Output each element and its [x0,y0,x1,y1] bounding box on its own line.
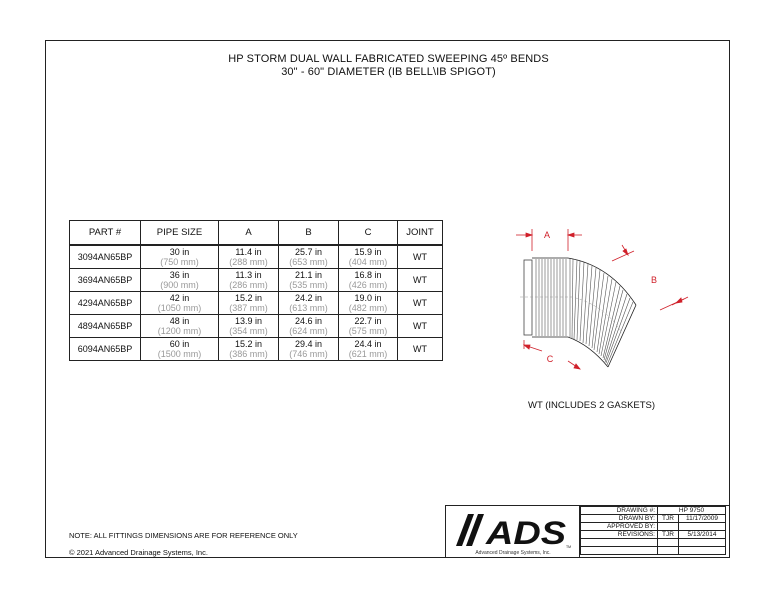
tb-row-approved [581,523,726,531]
header-part: PART # [70,221,141,246]
drawing-number-value: HP 9750 [658,507,726,515]
size-mm: (900 mm) [160,280,199,290]
c-cell [339,315,398,338]
drawn-date: 11/17/2009 [679,515,726,523]
b-cell [279,315,339,338]
tb-row-drawing [581,507,726,515]
pipe-body [524,258,568,337]
pipe-size-cell [141,338,219,361]
c-in: 16.8 in [354,270,382,280]
size-mm: (1200 mm) [157,326,202,336]
b-in: 21.1 in [294,270,323,280]
c-cell [339,292,398,315]
table-header-row [70,221,443,246]
table-row [70,292,443,315]
drawing-subtitle: 30" - 60" DIAMETER (IB BELL\IB SPIGOT) [281,66,496,78]
tb-row-revisions [581,531,726,539]
part-number: 4894AN65BP [70,315,141,338]
header-b: B [279,221,339,246]
a-mm: (386 mm) [229,349,268,359]
drawn-by-label: DRAWN BY: [581,515,658,523]
b-mm: (653 mm) [289,257,328,267]
drawing-number-label: DRAWING #: [581,507,658,515]
logo-tm: TM [566,545,572,549]
b-cell [279,269,339,292]
c-mm: (575 mm) [348,326,388,336]
joint-cell: WT [398,269,443,292]
a-in: 15.2 in [234,293,263,303]
copyright: © 2021 Advanced Drainage Systems, Inc. [69,548,208,557]
blank-cell [581,539,658,547]
blank-cell [658,547,679,555]
b-in: 24.6 in [294,316,323,326]
blank-cell [581,547,658,555]
size-in: 42 in [169,293,190,303]
revision-date: 5/13/2014 [679,531,726,539]
ads-logo-mark [446,506,580,552]
c-mm: (482 mm) [348,303,388,313]
a-mm: (387 mm) [229,303,268,313]
b-cell [279,338,339,361]
a-in: 13.9 in [234,316,263,326]
b-in: 29.4 in [294,339,323,349]
pipe-size-cell [141,315,219,338]
table-row [70,269,443,292]
dimensions-table [69,220,443,361]
c-mm: (404 mm) [348,257,388,267]
size-in: 36 in [169,270,190,280]
joint-cell: WT [398,315,443,338]
b-in: 25.7 in [294,247,323,257]
c-in: 19.0 in [354,293,382,303]
c-cell [339,269,398,292]
joint-cell: WT [398,338,443,361]
approved-by-label: APPROVED BY: [581,523,658,531]
blank-cell [679,539,726,547]
tb-row-drawn [581,515,726,523]
a-in: 11.3 in [235,270,262,280]
table-row [70,338,443,361]
b-mm: (613 mm) [289,303,328,313]
c-in: 22.7 in [354,316,382,326]
b-cell [279,292,339,315]
size-mm: (1050 mm) [157,303,202,313]
a-cell [219,315,279,338]
header-pipe-size: PIPE SIZE [141,221,219,246]
corrugations-bend [570,258,633,365]
c-cell [339,338,398,361]
part-number: 3094AN65BP [70,245,141,269]
c-cell [339,245,398,269]
part-number: 4294AN65BP [70,292,141,315]
drawn-by-value: TJR [658,515,679,523]
b-cell [279,245,339,269]
bend-drawing [510,215,700,380]
revision-by: TJR [658,531,679,539]
part-number: 3694AN65BP [70,269,141,292]
approved-by-value [658,523,679,531]
logo-brand: ADS [484,515,567,551]
revisions-label: REVISIONS: [581,531,658,539]
tb-row-blank-2 [581,547,726,555]
b-mm: (624 mm) [289,326,328,336]
a-mm: (354 mm) [229,326,268,336]
drawing-title: HP STORM DUAL WALL FABRICATED SWEEPING 45º BENDS [228,53,549,65]
a-cell [219,269,279,292]
table-row [70,315,443,338]
b-in: 24.2 in [294,293,323,303]
joint-cell: WT [398,292,443,315]
label-c: C [546,354,554,364]
label-a: A [543,230,551,240]
blank-cell [679,547,726,555]
a-mm: (288 mm) [229,257,268,267]
a-cell [219,292,279,315]
header-c: C [339,221,398,246]
a-in: 15.2 in [234,339,263,349]
size-in: 48 in [169,316,190,326]
c-in: 24.4 in [354,339,382,349]
title-block [445,505,730,558]
a-in: 11.4 in [235,247,262,257]
a-mm: (286 mm) [229,280,268,290]
logo-tagline: Advanced Drainage Systems, Inc. [475,550,551,556]
ads-logo [446,506,580,558]
blank-cell [658,539,679,547]
c-mm: (621 mm) [348,349,388,359]
b-mm: (746 mm) [289,349,328,359]
header-a: A [219,221,279,246]
joint-cell: WT [398,245,443,269]
joint-caption: WT (INCLUDES 2 GASKETS) [528,400,656,411]
corrugations-straight [536,259,566,336]
a-cell [219,338,279,361]
b-mm: (535 mm) [289,280,328,290]
pipe-size-cell [141,269,219,292]
tb-row-blank-1 [581,539,726,547]
c-mm: (426 mm) [348,280,388,290]
approved-date [679,523,726,531]
part-number: 6094AN65BP [70,338,141,361]
header-joint: JOINT [398,221,443,246]
a-cell [219,245,279,269]
table-row [70,245,443,269]
label-b: B [650,275,658,285]
size-in: 60 in [169,339,190,349]
pipe-size-cell [141,292,219,315]
size-mm: (1500 mm) [157,349,202,359]
reference-note: NOTE: ALL FITTINGS DIMENSIONS ARE FOR REFERENCE ONLY [69,531,298,540]
size-in: 30 in [169,247,190,257]
pipe-size-cell [141,245,219,269]
c-in: 15.9 in [354,247,382,257]
title-block-table [580,506,726,555]
size-mm: (750 mm) [160,257,199,267]
